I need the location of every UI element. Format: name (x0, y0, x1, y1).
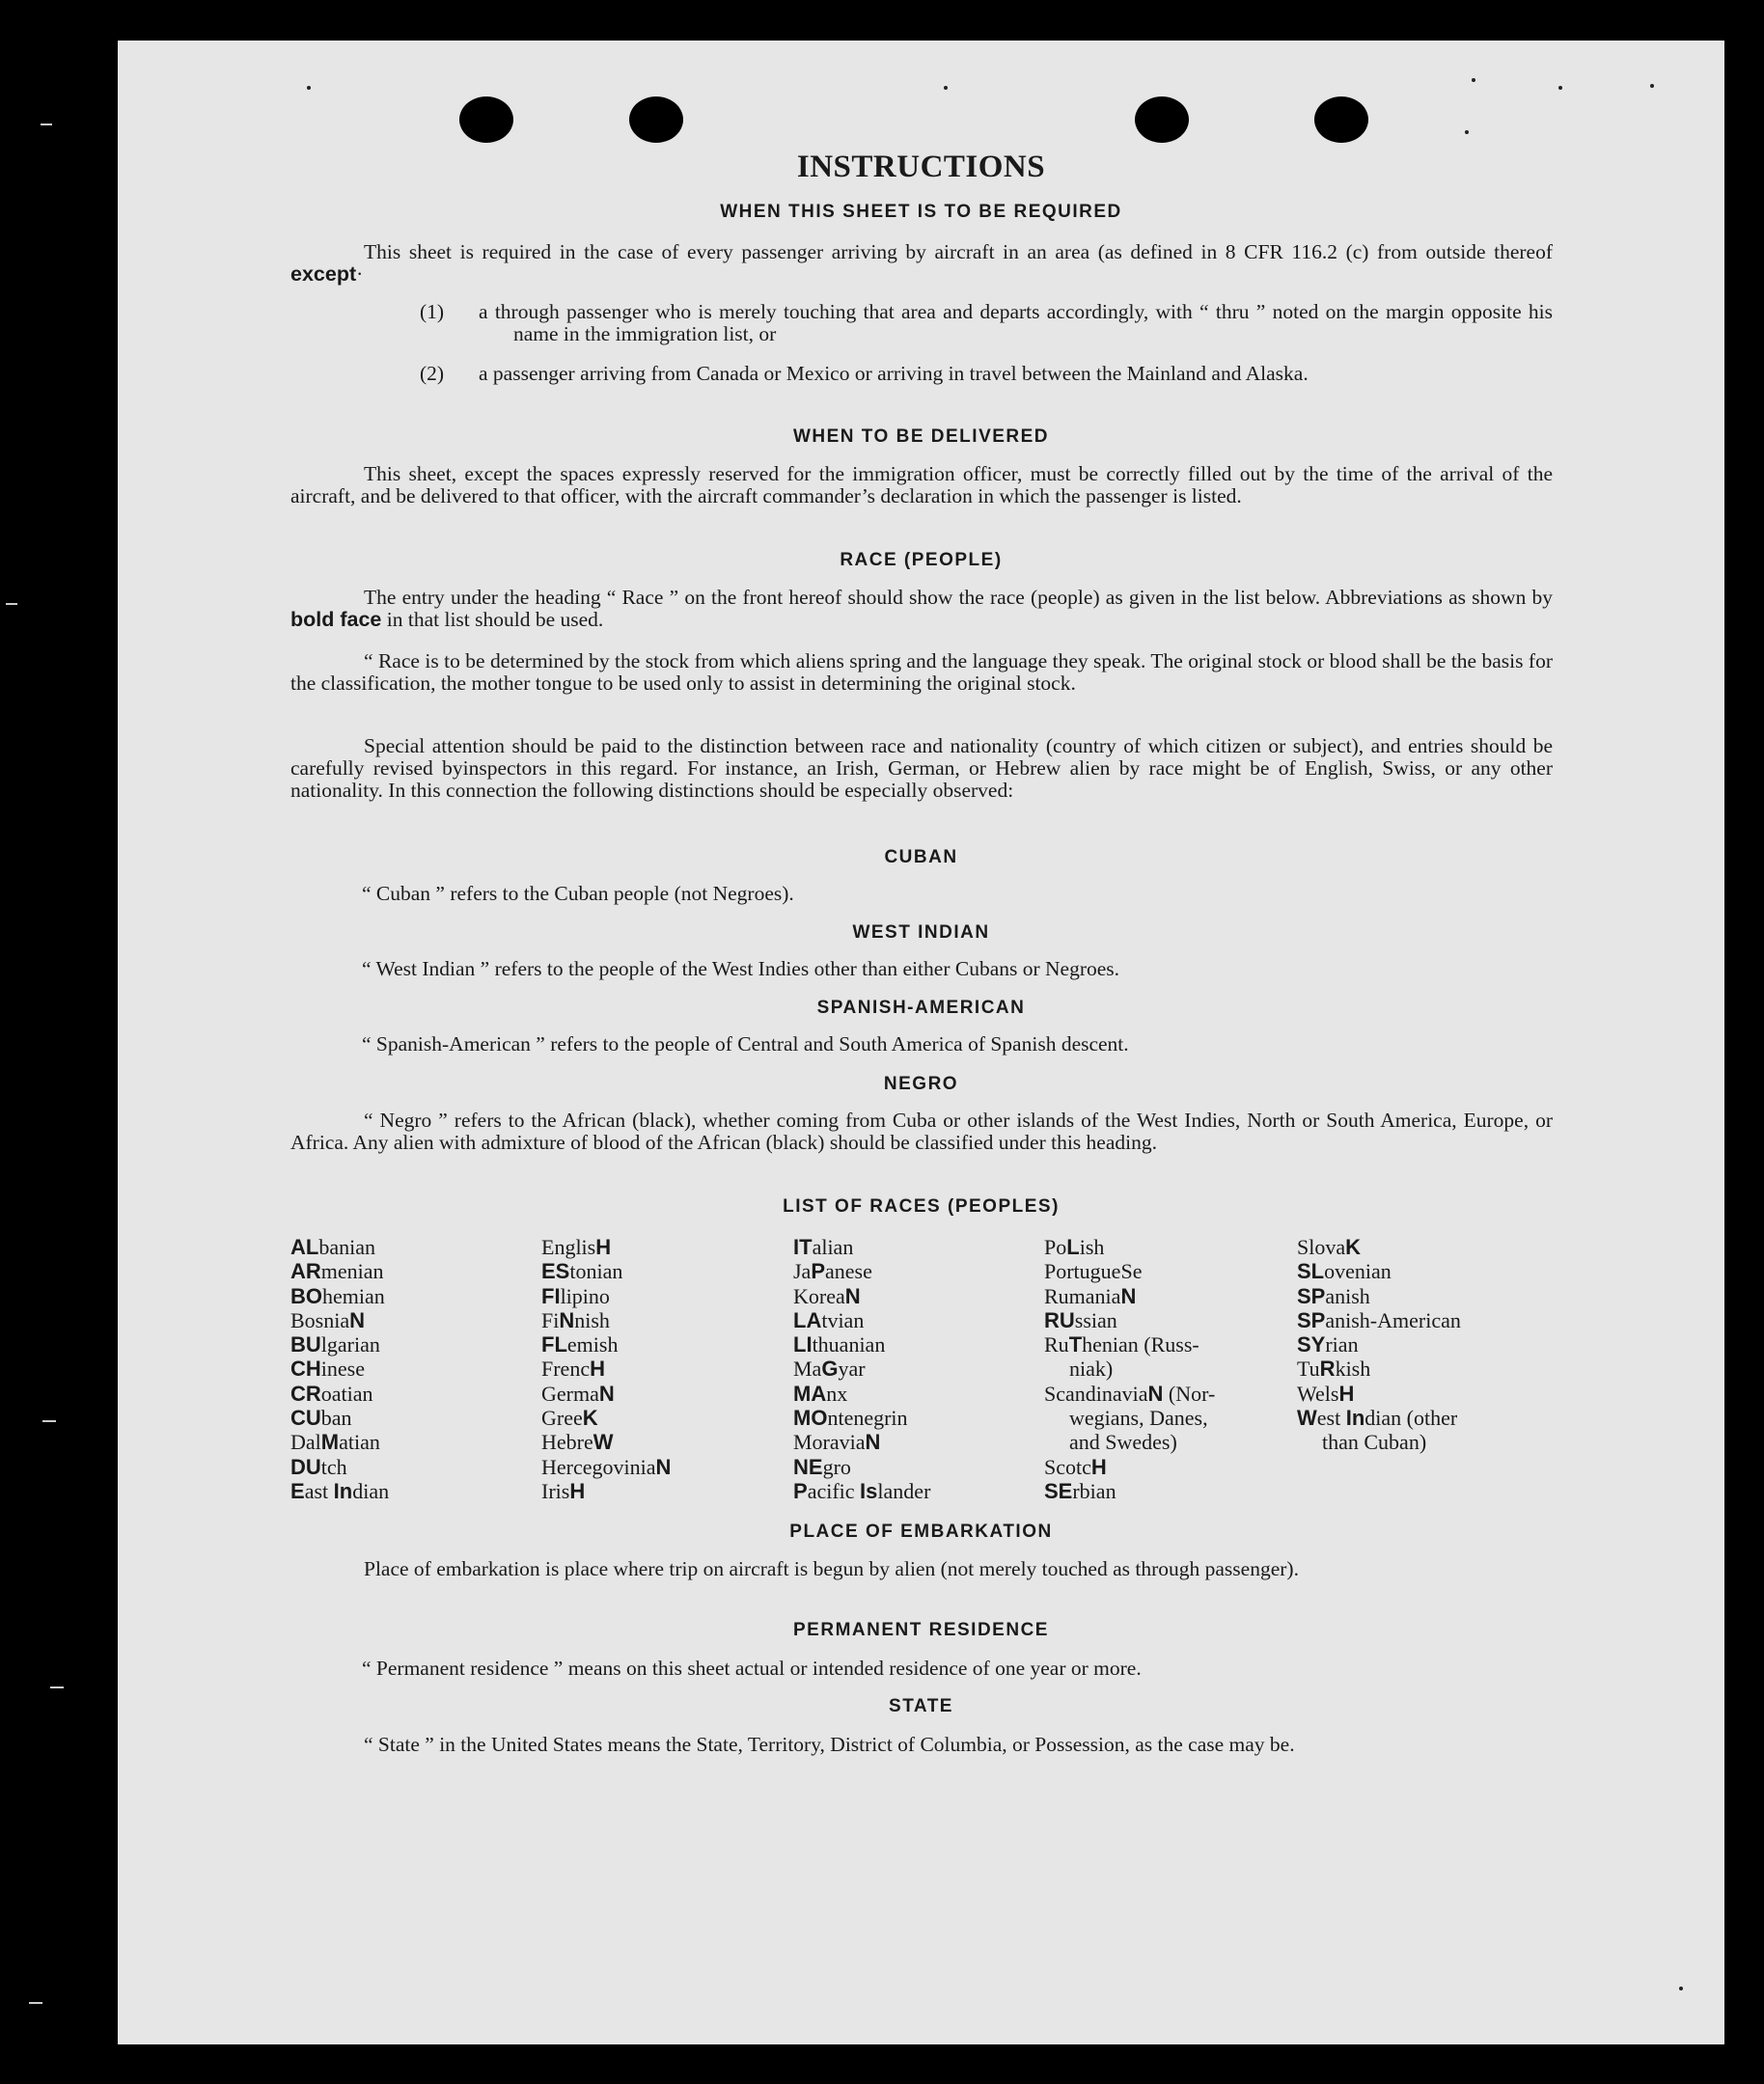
race-entry (1297, 1235, 1461, 1259)
paragraph-text: “ Race is to be determined by the stock from which aliens spring and the language they speak. The original stock or blood shall be the basis for the classification, the mother tongue to be used only to assist in determining the original stock. (290, 649, 1553, 695)
paragraph-required: This sheet is required in the case of every passenger arriving by aircraft in an area (as defined in 8 CFR 116.2 (c) from outside thereof except· (290, 240, 1553, 286)
race-text: Frenc (541, 1357, 591, 1382)
race-text: CH (290, 1357, 321, 1382)
race-column-4 (1044, 1235, 1215, 1503)
punch-hole (629, 96, 683, 143)
race-text: R (1319, 1357, 1336, 1382)
race-text: I (860, 1478, 867, 1503)
race-entry (541, 1308, 671, 1332)
race-entry (793, 1259, 930, 1283)
race-entry (1297, 1382, 1461, 1406)
race-text: BO (290, 1283, 322, 1308)
race-entry (1044, 1308, 1215, 1332)
paragraph-text: This sheet, except the spaces expressly reserved for the immigration officer, must be correctly filled out by the time of the arrival of the aircraft, and be delivered to that officer, with the aircraft commander’s declaration in which the passenger is listed. (290, 462, 1553, 507)
paragraph-west-indian: “ West Indian ” refers to the people of the West Indies other than either Cubans or Negroes. (362, 957, 1120, 980)
race-text: Rumania (1044, 1283, 1121, 1308)
race-column-3 (793, 1235, 930, 1503)
race-text: T (1068, 1332, 1083, 1357)
speck (1650, 84, 1654, 88)
race-text: N (655, 1454, 672, 1479)
speck (944, 86, 948, 90)
race-entry (793, 1357, 930, 1381)
race-text: W (593, 1430, 614, 1455)
race-text: than Cuban) (1322, 1430, 1427, 1455)
race-entry (793, 1455, 930, 1479)
race-column-1 (290, 1235, 389, 1503)
item-1: a through passenger who is merely touching that area and departs accordingly, with “ thru ” noted on the margin opposite his name in the immigration list, or (479, 300, 1553, 345)
race-text: BU (290, 1332, 321, 1357)
heading-list-of-races: LIST OF RACES (PEOPLES) (783, 1196, 1060, 1217)
race-text: tonian (569, 1259, 623, 1284)
race-text: Hercegovinia (541, 1454, 656, 1479)
race-text: M (320, 1430, 340, 1455)
speck (1558, 86, 1562, 90)
race-column-2 (541, 1235, 671, 1503)
race-text: Dal (290, 1430, 321, 1455)
race-text: N (1147, 1381, 1164, 1406)
race-entry (1297, 1284, 1461, 1308)
heading-race: RACE (PEOPLE) (840, 550, 1003, 570)
race-entry (793, 1308, 930, 1332)
race-entry (1044, 1259, 1215, 1283)
race-text: Ru (1044, 1332, 1069, 1357)
race-text: yar (838, 1357, 866, 1382)
race-entry (1297, 1357, 1461, 1381)
paragraph-text: The entry under the heading “ Race ” on the front hereof should show the race (people) as given in the list below. Abbreviations as shown by (364, 586, 1553, 609)
race-text: Slova (1297, 1235, 1346, 1259)
race-text: H (1338, 1381, 1355, 1406)
race-text: N (598, 1381, 615, 1406)
race-text: Wels (1297, 1381, 1339, 1406)
heading-spanish-american: SPANISH-AMERICAN (816, 998, 1026, 1018)
race-text: ssian (1074, 1307, 1117, 1332)
race-entry (1297, 1430, 1461, 1454)
heading-embarkation: PLACE OF EMBARKATION (789, 1522, 1053, 1542)
paragraph-residence: “ Permanent residence ” means on this sheet actual or intended residence of one year or more. (362, 1657, 1142, 1680)
race-entry (290, 1284, 389, 1308)
film-edge-mark (29, 2002, 42, 2004)
race-text: N (349, 1307, 366, 1332)
race-text: CU (290, 1406, 321, 1431)
race-text: SY (1297, 1332, 1326, 1357)
race-abbrev: n (339, 1478, 353, 1503)
speck (307, 86, 311, 90)
race-entry (1044, 1430, 1215, 1454)
race-column-5 (1297, 1235, 1461, 1455)
race-text: thuanian (812, 1332, 886, 1357)
race-text: tvian (821, 1307, 865, 1332)
race-text: ovenian (1324, 1259, 1392, 1284)
race-entry (1044, 1357, 1215, 1381)
heading-required: WHEN THIS SHEET IS TO BE REQUIRED (720, 202, 1122, 222)
race-entry (290, 1479, 389, 1503)
race-text: N (865, 1430, 881, 1455)
paragraph-text: This sheet is required in the case of every passenger arriving by aircraft in an area (as defined in 8 CFR 116.2 (c) from outside thereof (364, 240, 1553, 263)
race-entry (793, 1406, 930, 1430)
race-entry (1297, 1308, 1461, 1332)
race-entry (1044, 1455, 1215, 1479)
race-text: dian (other (1364, 1406, 1458, 1431)
race-text: MA (793, 1381, 827, 1406)
race-text: Po (1044, 1235, 1067, 1259)
race-text: banian (318, 1235, 375, 1259)
race-entry (290, 1357, 389, 1381)
race-text: SP (1297, 1307, 1326, 1332)
race-entry (1044, 1382, 1215, 1406)
race-text: lipino (560, 1283, 610, 1308)
paragraph-text: Special attention should be paid to the distinction between race and nationality (country of which citizen or subject), and entries should be carefully revised byinspectors in this regard. For instance, an Irish, German, or Hebrew alien by race might be of English, Swiss, or any other nationality. In this connection the following distinctions should be especially observed: (290, 734, 1553, 802)
film-edge-mark (42, 1420, 56, 1422)
race-text: Germa (541, 1381, 599, 1406)
race-text: Ja (793, 1259, 812, 1284)
heading-cuban: CUBAN (884, 847, 958, 867)
race-text: LI (793, 1332, 813, 1357)
race-entry (290, 1406, 389, 1430)
speck (1679, 1987, 1683, 1990)
race-entry (793, 1430, 930, 1454)
race-entry (290, 1455, 389, 1479)
race-text: I (333, 1478, 340, 1503)
race-text: ES (541, 1259, 570, 1284)
paragraph-negro (290, 1110, 1553, 1154)
race-text: wegians, Danes, (1069, 1406, 1208, 1431)
race-text: P (793, 1478, 808, 1503)
race-text: lander (877, 1478, 931, 1503)
race-text: (Nor- (1163, 1381, 1216, 1406)
race-text: Tu (1297, 1357, 1320, 1382)
film-edge-mark (6, 603, 17, 605)
race-entry (290, 1235, 389, 1259)
paragraph-race-1 (290, 587, 1553, 631)
race-entry (1297, 1332, 1461, 1357)
race-entry (1297, 1259, 1461, 1283)
race-text: Portugue (1044, 1259, 1121, 1284)
race-abbrev: s (866, 1478, 878, 1503)
race-text: IT (793, 1235, 813, 1259)
race-text: I (1345, 1406, 1352, 1431)
race-text: ish (1079, 1235, 1105, 1259)
race-text: N (1120, 1283, 1137, 1308)
race-text: Se (1120, 1259, 1143, 1284)
race-text: inese (320, 1357, 365, 1382)
race-text: H (595, 1235, 612, 1259)
paragraph-spanish-american: “ Spanish-American ” refers to the people of Central and South America of Spanish descent. (362, 1032, 1129, 1056)
race-entry (793, 1235, 930, 1259)
race-text: ast (304, 1478, 334, 1503)
document-page (118, 41, 1724, 2044)
race-entry (1044, 1332, 1215, 1357)
race-entry (290, 1332, 389, 1357)
race-text: FL (541, 1332, 567, 1357)
paragraph-text: “ Negro ” refers to the African (black), whether coming from Cuba or other islands of the West Indies, North or South America, Europe, or Africa. Any alien with admixture of blood of the African (black) should be classified under this heading. (290, 1109, 1553, 1154)
speck (1465, 130, 1469, 134)
heading-state: STATE (889, 1696, 953, 1716)
race-text: L (1066, 1235, 1080, 1259)
race-text: Moravia (793, 1430, 866, 1455)
race-text: Hebre (541, 1430, 593, 1455)
race-text: niak) (1069, 1357, 1114, 1382)
race-text: P (811, 1259, 826, 1284)
race-text: G (821, 1357, 839, 1382)
race-text: atian (339, 1430, 380, 1455)
race-entry (290, 1430, 389, 1454)
race-text: alian (812, 1235, 854, 1259)
film-edge-mark (41, 123, 52, 125)
race-text: nish (574, 1307, 610, 1332)
bold-text: bold face (290, 608, 382, 631)
race-text: Korea (793, 1283, 845, 1308)
race-entry (793, 1382, 930, 1406)
race-text: est (1316, 1406, 1346, 1431)
punch-hole (1314, 96, 1368, 143)
race-text: Fi (541, 1307, 560, 1332)
race-entry (1297, 1406, 1461, 1430)
punch-hole (459, 96, 513, 143)
paragraph-state (290, 1734, 1553, 1756)
race-text: Scotc (1044, 1454, 1091, 1479)
race-text: oatian (320, 1381, 373, 1406)
race-text: henian (Russ- (1082, 1332, 1199, 1357)
heading-west-indian: WEST INDIAN (852, 922, 990, 943)
race-text: N (559, 1307, 575, 1332)
race-text: emish (566, 1332, 619, 1357)
paragraph-race-3 (290, 735, 1553, 802)
race-text: rbian (1072, 1478, 1116, 1503)
race-entry (541, 1235, 671, 1259)
paragraph-race-2 (290, 650, 1553, 695)
race-text: Ma (793, 1357, 822, 1382)
race-text: rian (1325, 1332, 1359, 1357)
race-text: dian (352, 1478, 390, 1503)
race-text: nx (826, 1381, 848, 1406)
punch-hole (1135, 96, 1189, 143)
race-entry (541, 1259, 671, 1283)
race-entry (793, 1284, 930, 1308)
item-number: (1) (420, 300, 445, 323)
race-text: SL (1297, 1259, 1325, 1284)
heading-negro: NEGRO (883, 1074, 959, 1094)
race-text: Scandinavia (1044, 1381, 1148, 1406)
race-entry (541, 1479, 671, 1503)
race-text: ntenegrin (827, 1406, 908, 1431)
race-text: K (582, 1406, 598, 1431)
heading-delivered: WHEN TO BE DELIVERED (792, 426, 1050, 447)
race-entry (1044, 1284, 1215, 1308)
race-text: NE (793, 1454, 823, 1479)
race-text: hemian (322, 1283, 385, 1308)
race-text: kish (1335, 1357, 1371, 1382)
speck (1472, 78, 1475, 82)
paragraph-cuban: “ Cuban ” refers to the Cuban people (not Negroes). (362, 882, 794, 905)
race-text: Iris (541, 1478, 570, 1503)
paragraph-embarkation (290, 1558, 1553, 1580)
race-text: SP (1297, 1283, 1326, 1308)
race-text: tch (320, 1454, 347, 1479)
race-text: N (844, 1283, 861, 1308)
race-entry (290, 1308, 389, 1332)
race-entry (1044, 1406, 1215, 1430)
race-abbrev: n (1351, 1406, 1365, 1431)
race-entry (541, 1455, 671, 1479)
race-entry (290, 1382, 389, 1406)
paragraph-delivered (290, 463, 1553, 507)
race-text: H (569, 1478, 586, 1503)
race-entry (541, 1430, 671, 1454)
race-text: H (590, 1357, 605, 1382)
race-text: Gree (541, 1406, 583, 1431)
race-text: anish (1325, 1283, 1370, 1308)
item-2: a passenger arriving from Canada or Mexico or arriving in travel between the Mainland and Alaska. (479, 362, 1309, 385)
bold-text: except (290, 262, 357, 286)
race-text: Bosnia (290, 1307, 350, 1332)
race-text: gro (822, 1454, 851, 1479)
race-text: acific (807, 1478, 861, 1503)
heading-residence: PERMANENT RESIDENCE (793, 1620, 1049, 1640)
race-entry (290, 1259, 389, 1283)
race-text: lgarian (320, 1332, 380, 1357)
race-text: and Swedes) (1069, 1430, 1177, 1455)
race-entry (1044, 1235, 1215, 1259)
race-text: Englis (541, 1235, 596, 1259)
race-entry (541, 1332, 671, 1357)
race-entry (541, 1357, 671, 1381)
race-text: RU (1044, 1307, 1075, 1332)
race-entry (793, 1479, 930, 1503)
race-text: anish-American (1325, 1307, 1461, 1332)
race-entry (1044, 1479, 1215, 1503)
race-text: AR (290, 1259, 321, 1284)
race-text: H (1090, 1454, 1107, 1479)
race-text: MO (793, 1406, 828, 1431)
film-edge-mark (50, 1686, 64, 1688)
race-text: anese (825, 1259, 872, 1284)
race-text: CR (290, 1381, 321, 1406)
race-text: LA (793, 1307, 822, 1332)
paragraph-text: “ State ” in the United States means the State, Territory, District of Columbia, or Possession, as the case may be. (364, 1733, 1295, 1756)
race-entry (793, 1332, 930, 1357)
race-text: SE (1044, 1478, 1073, 1503)
race-text: DU (290, 1454, 321, 1479)
race-entry (541, 1284, 671, 1308)
page-title: INSTRUCTIONS (796, 150, 1046, 184)
race-text: FI (541, 1283, 561, 1308)
race-entry (541, 1382, 671, 1406)
race-text: ban (320, 1406, 352, 1431)
race-text: W (1297, 1406, 1317, 1431)
race-text: AL (290, 1235, 319, 1259)
paragraph-text: in that list should be used. (386, 608, 604, 631)
paragraph-text: Place of embarkation is place where trip on aircraft is begun by alien (not merely touched as through passenger). (364, 1557, 1299, 1580)
race-text: menian (320, 1259, 384, 1284)
item-number: (2) (420, 362, 445, 385)
race-entry (541, 1406, 671, 1430)
race-text: E (290, 1478, 305, 1503)
race-text: K (1345, 1235, 1362, 1259)
